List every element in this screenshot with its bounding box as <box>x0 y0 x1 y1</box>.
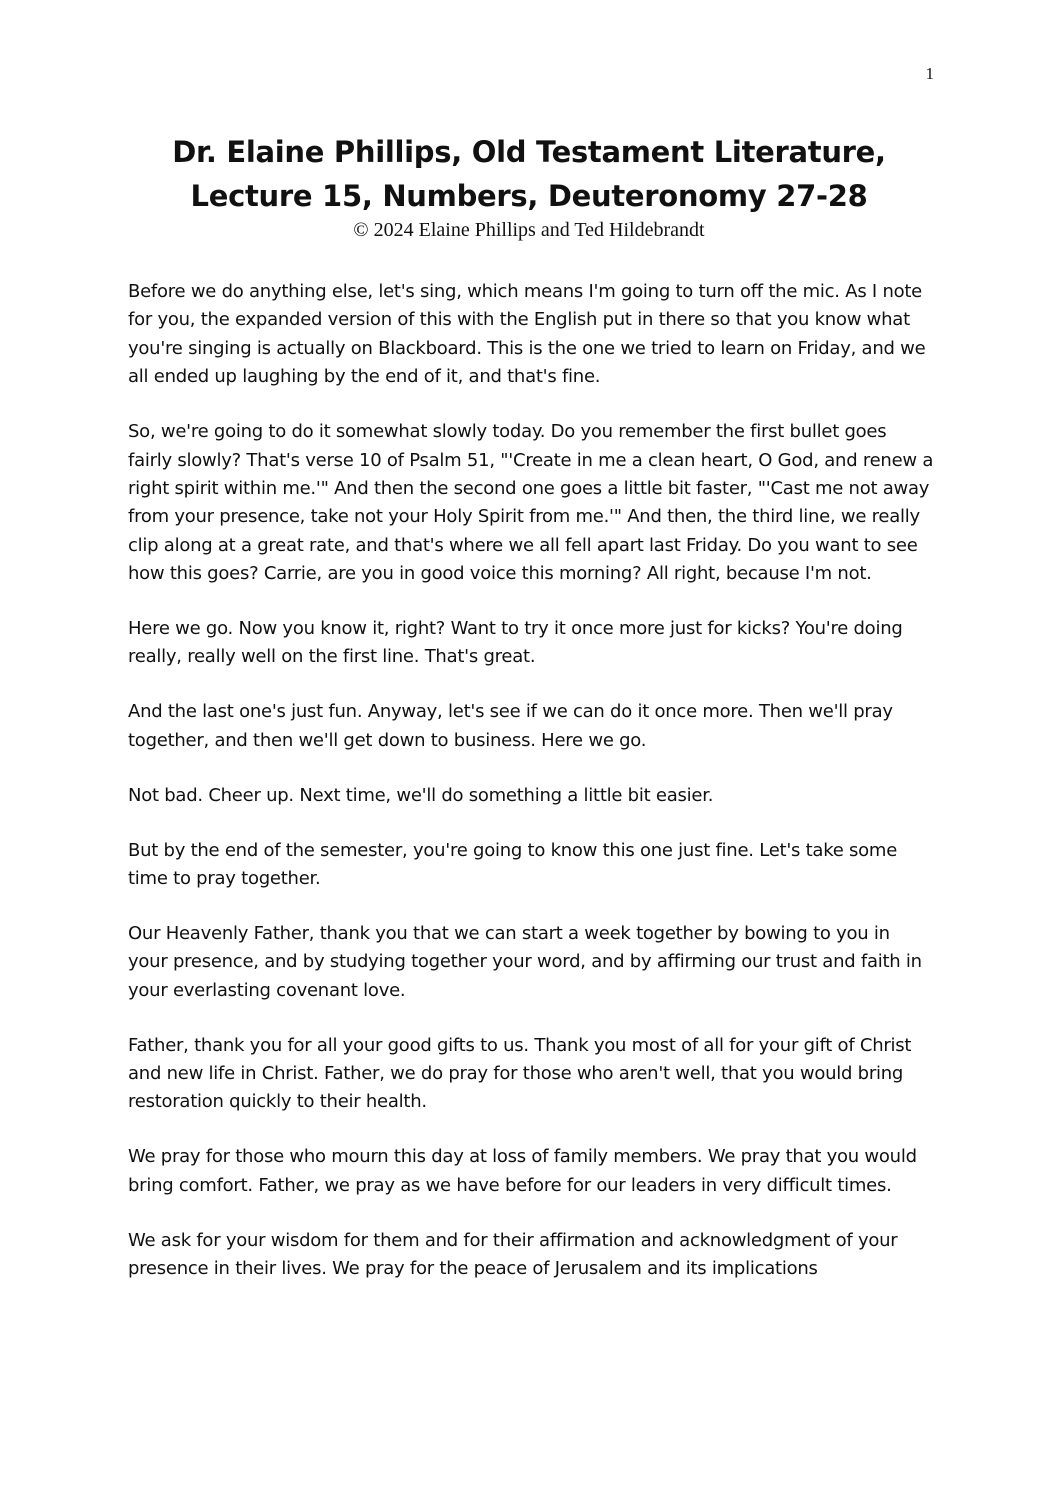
document-header <box>0 130 1058 242</box>
paragraph: Our Heavenly Father, thank you that we can start a week together by bowing to you in your presence, and by studying together your word, and by affirming our trust and faith in your everlasting covenant love. <box>128 922 922 1001</box>
paragraph: We pray for those who mourn this day at loss of family members. We pray that you would bring comfort. Father, we pray as we have before for our leaders in very difficult times. <box>128 1146 917 1196</box>
document-title <box>0 130 1058 218</box>
paragraph: And the last one's just fun. Anyway, let's see if we can do it once more. Then we'll pray together, and then we'll get down to business. Here we go. <box>128 701 893 751</box>
paragraph: So, we're going to do it somewhat slowly today. Do you remember the first bullet goes fairly slowly? That's verse 10 of Psalm 51, "'Create in me a clean heart, O God, and renew a right spirit within me.'" And then the second one goes a little bit faster, "'Cast me not away from your presence, take not your Holy Spirit from me.'" And then, the third line, we really clip along at a great rate, and that's where we all fell apart last Friday. Do you want to see how this goes? Carrie, are you in good voice this morning? All right, because I'm not. <box>128 421 934 585</box>
paragraph: Father, thank you for all your good gifts to us. Thank you most of all for your gift of Christ and new life in Christ. Father, we do pray for those who aren't well, that you would bring restoration quickly to their health. <box>128 1034 912 1113</box>
paragraph: Not bad. Cheer up. Next time, we'll do something a little bit easier. <box>128 784 714 806</box>
paragraph: We ask for your wisdom for them and for their affirmation and acknowledgment of your presence in their lives. We pray for the peace of Jerusalem and its implications <box>128 1229 898 1280</box>
copyright-line: © 2024 Elaine Phillips and Ted Hildebrandt <box>353 219 705 241</box>
transcript-body <box>128 278 934 1310</box>
paragraph: Before we do anything else, let's sing, which means I'm going to turn off the mic. As I note for you, the expanded version of this with the English put in there so that you know what you're singing is actually on Blackboard. This is the one we tried to learn on Friday, and we all ended up laughing by the end of it, and that's fine. <box>128 281 926 388</box>
page-number: 1 <box>925 64 934 83</box>
paragraph: But by the end of the semester, you're going to know this one just fine. Let's take some time to pray together. <box>128 839 898 889</box>
title-line-2: Lecture 15, Numbers, Deuteronomy 27-28 <box>190 179 868 213</box>
title-line-1: Dr. Elaine Phillips, Old Testament Literature, <box>172 135 886 169</box>
paragraph: Here we go. Now you know it, right? Want to try it once more just for kicks? You're doing really, really well on the first line. That's great. <box>128 618 903 668</box>
